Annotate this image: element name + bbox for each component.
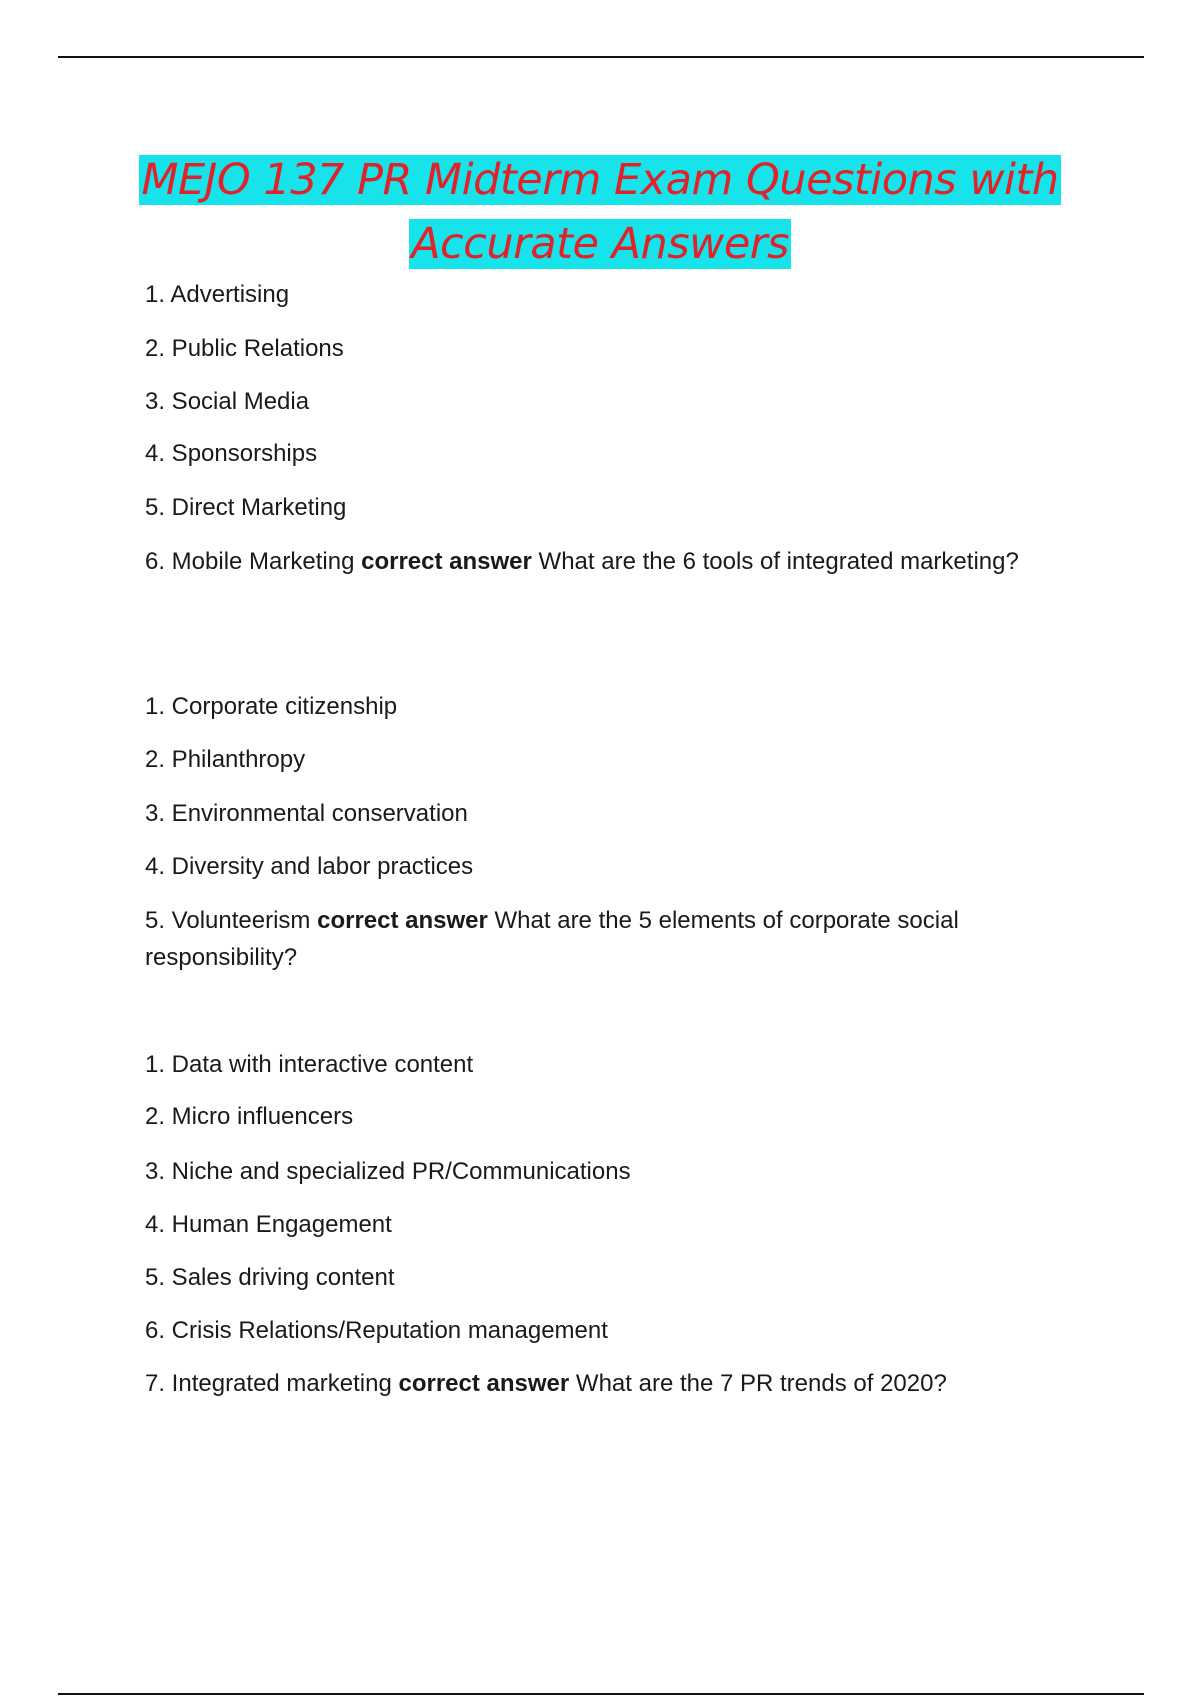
list-item: 5. Sales driving content [145, 1264, 395, 1291]
list-item: 4. Diversity and labor practices [145, 853, 474, 880]
question-text: What are the 5 elements of corporate social responsibility? [145, 907, 959, 971]
list-item: 6. Crisis Relations/Reputation management [145, 1317, 608, 1344]
title-line-2: Accurate Answers [411, 219, 789, 269]
correct-answer-label: correct answer [398, 1370, 570, 1397]
list-item: 1. Corporate citizenship [145, 693, 398, 720]
correct-answer-label: correct answer [361, 548, 532, 575]
list-item: 3. Niche and specialized PR/Communications [145, 1158, 631, 1185]
question-paragraph [145, 902, 1045, 976]
document-title [0, 148, 1200, 276]
title-line-1: MEJO 137 PR Midterm Exam Questions with [141, 155, 1059, 205]
list-item: 2. Philanthropy [145, 746, 306, 773]
list-item: 3. Environmental conservation [145, 800, 468, 827]
list-item: 2. Micro influencers [145, 1103, 354, 1130]
question-paragraph [145, 1365, 1045, 1402]
list-item: 5. Direct Marketing [145, 494, 347, 521]
list-item: 4. Sponsorships [145, 440, 318, 467]
bottom-rule [58, 1693, 1144, 1695]
list-item: 2. Public Relations [145, 335, 344, 362]
question-paragraph [145, 543, 1045, 580]
list-item: 1. Advertising [145, 281, 290, 308]
list-item: 3. Social Media [145, 388, 310, 415]
last-answer-item: 5. Volunteerism [145, 907, 311, 934]
top-rule [58, 56, 1144, 58]
question-text: What are the 7 PR trends of 2020? [575, 1370, 947, 1397]
list-item: 1. Data with interactive content [145, 1051, 474, 1078]
correct-answer-label: correct answer [317, 907, 488, 934]
list-item: 4. Human Engagement [145, 1211, 392, 1238]
question-text: What are the 6 tools of integrated marketing? [538, 548, 1019, 575]
last-answer-item: 6. Mobile Marketing [145, 548, 355, 575]
last-answer-item: 7. Integrated marketing [145, 1370, 392, 1397]
